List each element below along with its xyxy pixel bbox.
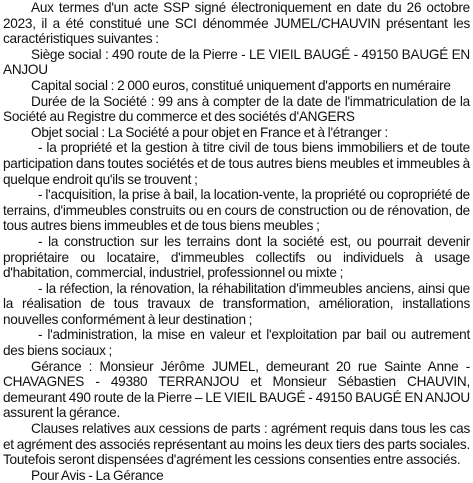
share-capital-paragraph: Capital social : 2 000 euros, constitué uniquement d'apports en numéraire — [31, 77, 451, 93]
notice-intro-paragraph: Aux termes d'un acte SSP signé électroniquement en date du 26 octobre 2023, il a été constitué une SCI dénommée JUMEL/CHAUVIN présentant les caractéristiques suivantes : — [3, 0, 470, 47]
notice-signature: Pour Avis - La Gérance — [31, 467, 164, 483]
purpose-item-construction: - la construction sur les terrains dont la société est, ou pourrait devenir propriétaire ou locataire, d'immeubles collectifs ou individuels à usage d'habitation, commercial, industriel, professionnel ou mixte ; — [3, 233, 470, 281]
purpose-item-acquisition: - l'acquisition, la prise à bail, la location-vente, la propriété ou copropriété de terrains, d'immeubles construits ou en cours de construction ou de rénovation, de tous autres biens immeubles et de tous biens meubles ; — [3, 187, 470, 234]
management-paragraph: Gérance : Monsieur Jérôme JUMEL, demeurant 20 rue Sainte Anne - CHAVAGNES - 49380 TERRANJOU et Monsieur Sébastien CHAUVIN, demeurant 490 route de la Pierre – LE VIEIL BAUGÉ - 49150 BAUGÉ EN ANJOU assurent la gérance. — [3, 358, 470, 421]
purpose-item-renovation: - la réfection, la rénovation, la réhabilitation d'immeubles anciens, ainsi que la réalisation de tous travaux de transformation, amélioration, installations nouvelles conformément à leur destination ; — [3, 280, 470, 327]
purpose-item-administration: - l'administration, la mise en valeur et l'exploitation par bail ou autrement des biens sociaux ; — [3, 327, 470, 359]
purpose-item-property-management: - la propriété et la gestion à titre civil de tous biens immobiliers et de toute participation dans toutes sociétés et de tous autres biens meubles et immeubles à quelque endroit qu'ils se trouvent ; — [3, 140, 470, 187]
registered-office-paragraph: Siège social : 490 route de la Pierre - LE VIEIL BAUGÉ - 49150 BAUGÉ EN ANJOU — [3, 46, 470, 78]
share-transfer-paragraph: Clauses relatives aux cessions de parts : agrément requis dans tous les cas et agrément des associés représentant au moins les deux tiers des parts sociales. Toutefois seront dispensées d'agrément les cessions consenties entre associés. — [3, 421, 470, 468]
corporate-purpose-paragraph: Objet social : La Société a pour objet en France et à l'étranger : — [31, 124, 388, 140]
company-duration-paragraph: Durée de la Société : 99 ans à compter de la date de l'immatriculation de la Société au Registre du commerce et des sociétés d'ANGERS — [3, 93, 470, 125]
